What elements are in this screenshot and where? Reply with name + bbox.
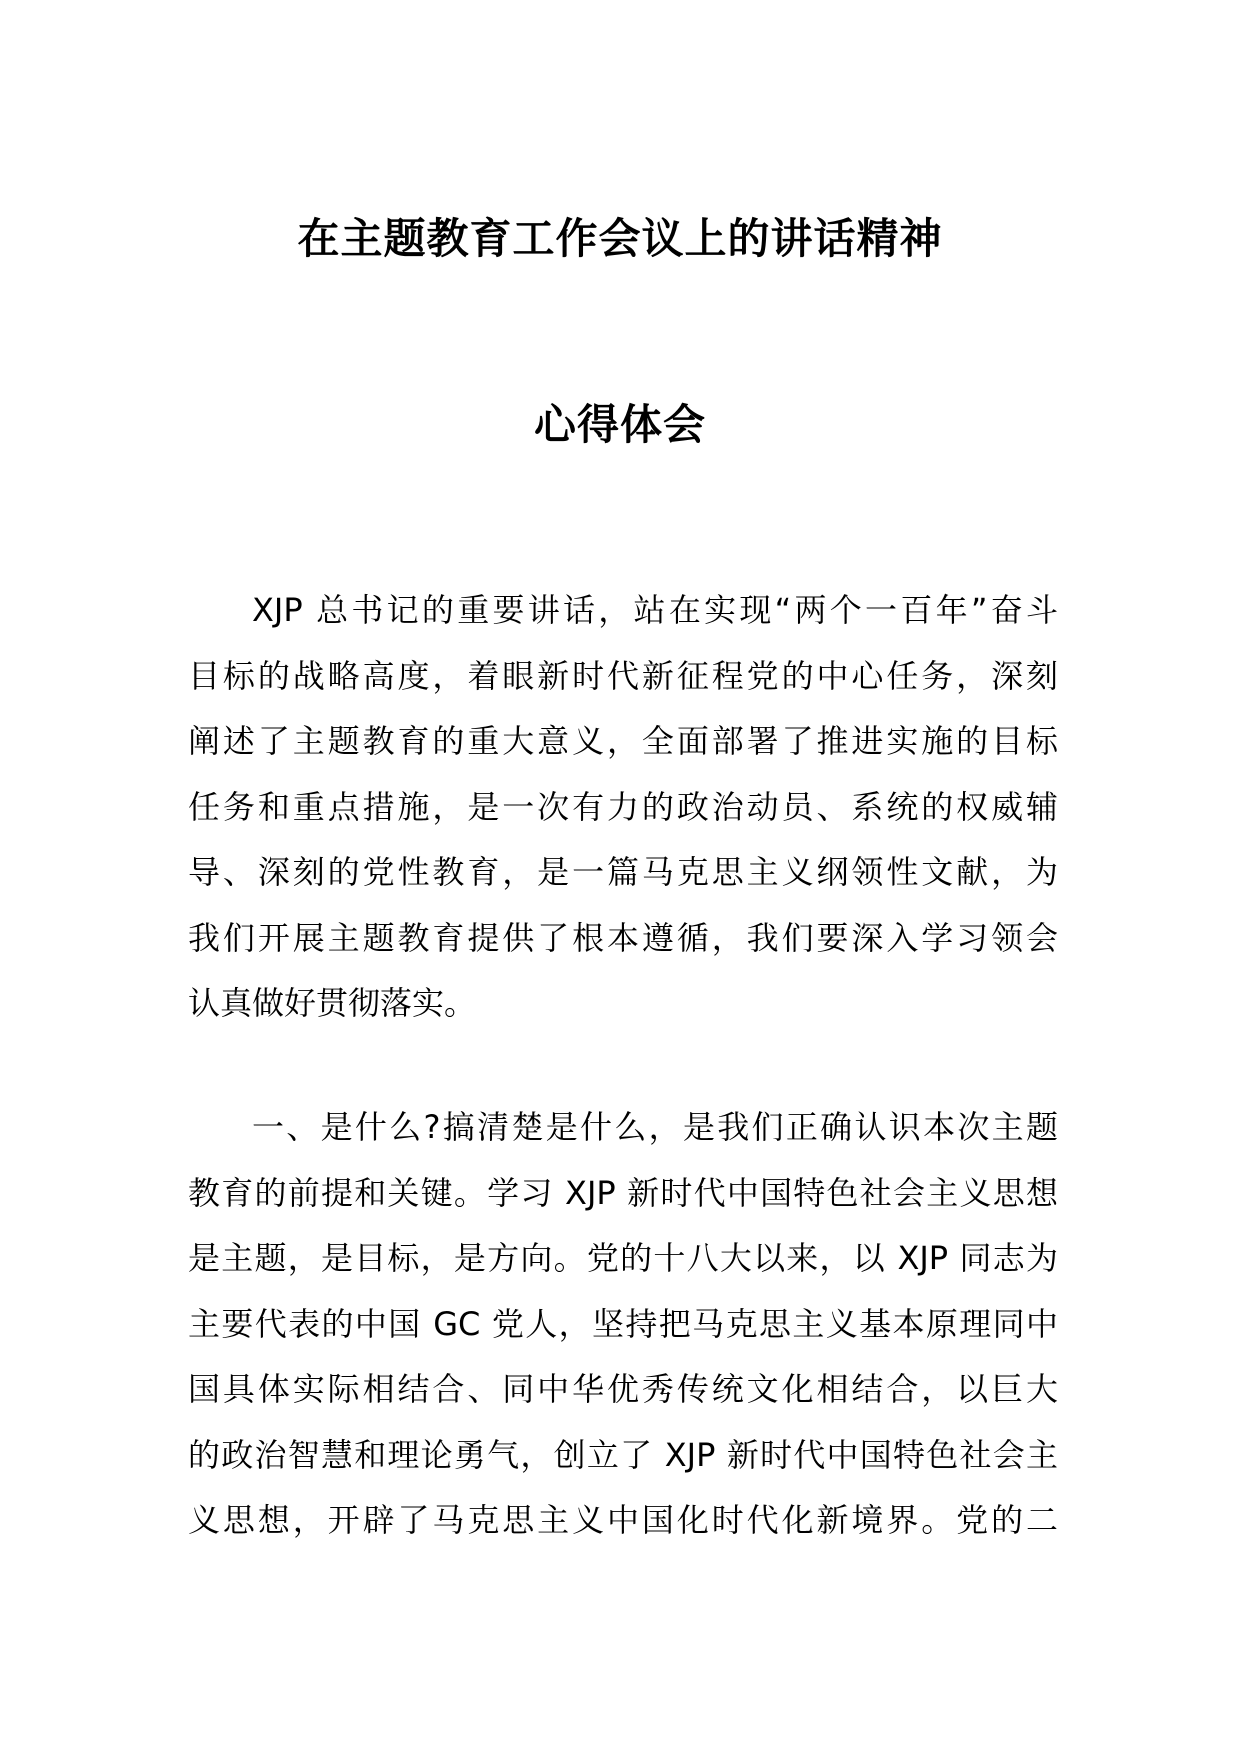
paragraph-line: 一、是什么?搞清楚是什么，是我们正确认识本次主题: [252, 1108, 1058, 1146]
paragraph-line: 阐述了主题教育的重大意义，全面部署了推进实施的目标: [188, 722, 1058, 760]
paragraph-line: 目标的战略高度，着眼新时代新征程党的中心任务，深刻: [188, 656, 1058, 695]
document-title-line-2: 心得体会: [533, 400, 706, 449]
paragraph-line: 任务和重点措施，是一次有力的政治动员、系统的权威辅: [188, 787, 1058, 826]
paragraph-line: 我们开展主题教育提供了根本遵循，我们要深入学习领会: [188, 918, 1058, 957]
paragraph-2: [188, 1095, 1058, 1554]
paragraph-line: 的政治智慧和理论勇气，创立了 XJP 新时代中国特色社会主: [188, 1435, 1058, 1474]
paragraph-line: 义思想，开辟了马克思主义中国化时代化新境界。党的二: [188, 1501, 1058, 1539]
paragraph-line: 主要代表的中国 GC 党人，坚持把马克思主义基本原理同中: [188, 1304, 1058, 1343]
paragraph-line: XJP 总书记的重要讲话，站在实现“两个一百年”奋斗: [252, 591, 1058, 629]
paragraph-line: 导、深刻的党性教育，是一篇马克思主义纲领性文献，为: [188, 853, 1058, 891]
paragraph-line: 是主题，是目标，是方向。党的十八大以来，以 XJP 同志为: [188, 1239, 1058, 1277]
paragraph-line: 认真做好贯彻落实。: [188, 984, 477, 1022]
paragraph-line: 教育的前提和关键。学习 XJP 新时代中国特色社会主义思想: [188, 1173, 1058, 1212]
paragraph-1: [188, 578, 1058, 1037]
document-title-line-1: 在主题教育工作会议上的讲话精神: [297, 214, 943, 263]
paragraph-line: 国具体实际相结合、同中华优秀传统文化相结合，以巨大: [188, 1370, 1058, 1408]
